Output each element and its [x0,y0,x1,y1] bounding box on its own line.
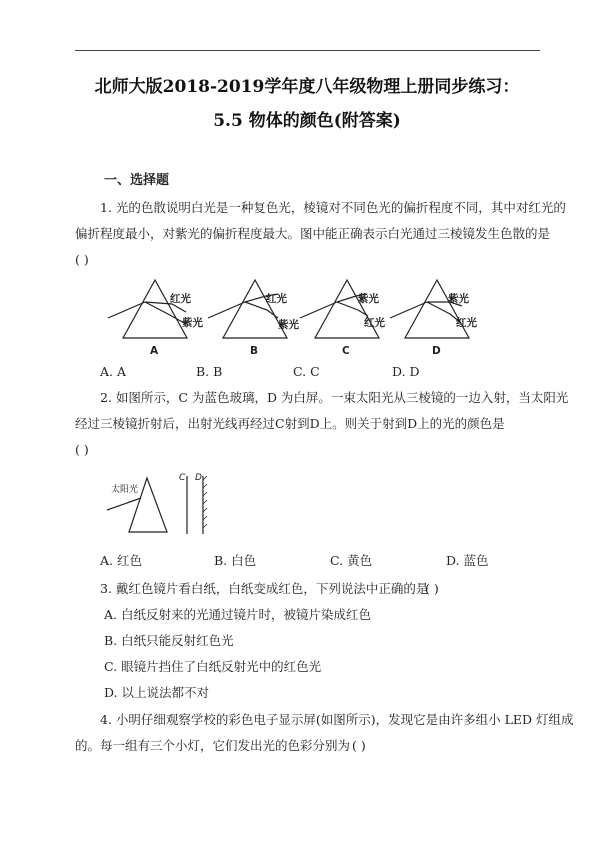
q2-answer-blank: ( ) [75,442,89,457]
section-heading: 一、选择题 [104,173,170,188]
prism-d-letter: D [432,345,441,357]
prism-b-bottom-label: 紫光 [278,319,299,331]
q3-option-a: A. 白纸反射来的光通过镜片时，被镜片染成红色 [104,607,371,622]
prism-c-incident-ray [300,302,337,318]
prism-d-top-label: 紫光 [448,293,469,305]
q3-answer-blank: ( ) [425,581,439,596]
q4-answer-blank: ( ) [352,738,366,753]
q1-answer-blank: ( ) [75,252,89,267]
q2-sunlight-label: 太阳光 [111,485,139,495]
q1-option-c: C. C [293,364,320,379]
prism-a-bottom-ray [145,302,186,324]
q3-option-d: D. 以上说法都不对 [104,685,210,700]
prism-b-letter: B [250,345,259,357]
prism-a-incident-ray [108,302,145,318]
prism-c-letter: C [342,345,350,357]
q3-text-line-1: 3. 戴红色镜片看白纸，白纸变成红色，下列说法中正确的是 [100,581,429,596]
q4-text-line-2: 的。每一组有三个小灯，它们发出光的色彩分别为 [75,738,351,753]
header-rule [75,50,540,51]
q1-option-b: B. B [196,364,223,379]
q3-option-b: B. 白纸只能反射红色光 [104,633,234,648]
prism-d-incident-ray [390,302,427,318]
prism-a-top-label: 红光 [170,293,191,305]
q2-option-a: A. 红色 [100,553,142,568]
q2-c-label: C [179,473,186,483]
q2-d-label: D [195,473,202,483]
prism-c-shape [315,280,379,338]
q2-option-c: C. 黄色 [330,553,373,568]
prism-c-top-label: 紫光 [358,293,379,305]
prism-d-bottom-label: 红光 [456,317,477,329]
q2-sunlight-ray [107,498,141,510]
q1-option-d: D. D [392,364,420,379]
q1-text-line-2: 偏折程度最小，对紫光的偏折程度最大。图中能正确表示白光通过三棱镜发生色散的是 [75,226,551,241]
q2-option-b: B. 白色 [214,553,257,568]
q4-text-line-1: 4. 小明仔细观察学校的彩色电子显示屏(如图所示)，发现它是由许多组小 LED 灯组成 [100,712,574,727]
q1-prism-figure [100,272,520,358]
prism-a-bottom-label: 紫光 [182,317,203,329]
prism-b-incident-ray [208,302,245,318]
prism-b-top-label: 红光 [266,293,287,305]
q2-option-d: D. 蓝色 [446,553,489,568]
prism-a-letter: A [150,345,159,357]
q2-text-line-2: 经过三棱镜折射后，出射光线再经过C射到D上。则关于射到D上的光的颜色是 [75,416,505,431]
q1-text-line-1: 1. 光的色散说明白光是一种复色光，棱镜对不同色光的偏折程度不同，其中对红光的 [100,200,566,215]
q3-option-c: C. 眼镜片挡住了白纸反射光中的红色光 [104,659,322,674]
prism-a-shape [123,280,187,338]
document-title-line-1: 北师大版2018-2019学年度八年级物理上册同步练习： [94,77,520,97]
q2-sunlight-figure [95,470,225,540]
prism-d-shape [405,280,469,338]
q1-option-a: A. A [100,364,127,379]
prism-c-bottom-label: 红光 [364,317,385,329]
q2-text-line-1: 2. 如图所示，C 为蓝色玻璃，D 为白屏。一束太阳光从三棱镜的一边入射，当太阳光 [100,390,569,405]
document-title-line-2: 5.5 物体的颜色(附答案) [213,111,401,131]
